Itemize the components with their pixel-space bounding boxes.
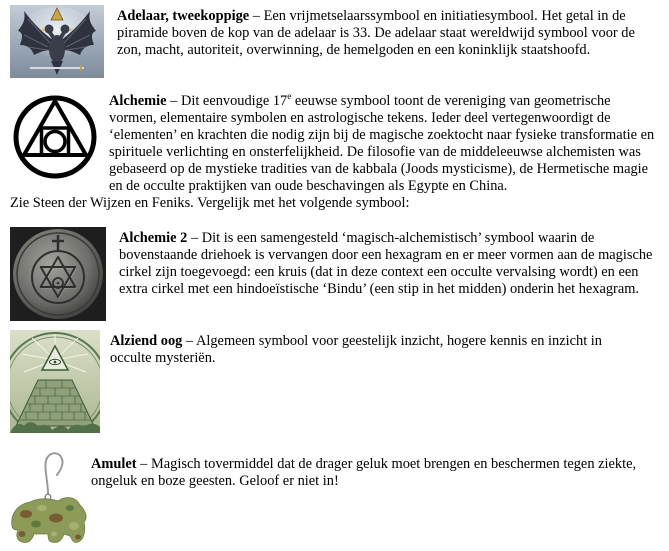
entry-adelaar-text [117, 8, 657, 59]
entry-alziend-oog-text [110, 333, 640, 367]
entry-term: Alziend oog [110, 333, 183, 349]
entry-description: – Magisch tovermiddel dat de drager geluk moet brengen en beschermen tegen ziekte, ongeluk en boze geesten. Geloof er niet in! [91, 456, 637, 489]
double-headed-eagle-image [10, 5, 104, 78]
entry-term: Adelaar, tweekoppige [117, 8, 250, 24]
eagle-left-head [45, 25, 54, 34]
bear-amulet-image [8, 448, 90, 547]
eagle-body [49, 35, 65, 63]
entry-amulet-text [91, 456, 661, 490]
entry-description: – Dit is een samengesteld ‘magisch-alchemistisch’ symbool waarin de bovenstaande driehoek is vervangen door een hexagram en er meer vormen aan de magische cirkel zijn toegevoegd: een kruis (dat in deze context een occulte vervalsing wordt) en een extra cirkel met een hindoeïstische ‘Bindu’ (een stip in het midden) onderin het hexagram. [119, 230, 653, 297]
entry-term: Alchemie 2 [119, 230, 188, 246]
entry-alchemie-text [109, 93, 657, 195]
entry-description-rest: eeuwse symbool toont de vereniging van geometrische vormen, elementaire symbolen en astrologische tekens. Ieder deel vertegenwoordigt de ‘elementen’ en krachten die nodig zijn bij de magische zoektocht naar fysieke transformatie en spirituele verlichting en onsterfelijkheid. De filosofie van de middeleeuwse alchemisten was gebaseerd op de mystieke tradities van de kabbala (Joods mysticisme), de Hermetische magie en de occulte praktijken van oude beschavingen als Egypte en China. [109, 93, 655, 194]
alchemy-hexagram-coin-image [10, 227, 106, 321]
entry-description: – Algemeen symbool voor geestelijk inzicht, hogere kennis en inzicht in occulte mysteriën. [110, 333, 602, 366]
entry-term: Amulet [91, 456, 137, 472]
entry-term: Alchemie [109, 93, 167, 109]
entry-description: – Een vrijmetselaarssymbool en initiatiesymbool. Het getal in de piramide boven de kop van de adelaar is 33. De adelaar staat wereldwijd symbool voor de zon, macht, autoriteit, overwinning, de hemelgoden en een koninklijk staatshoofd. [117, 8, 635, 58]
entry-alchemie-2-text [119, 230, 654, 298]
see-also-line: Zie Steen der Wijzen en Feniks. Vergelijk met het volgende symbool: [10, 195, 410, 211]
entry-description-start: – Dit eenvoudige 17 [170, 93, 288, 109]
eagle-right-head [61, 25, 70, 34]
ordinal-superscript: e [287, 91, 292, 101]
all-seeing-eye-image [10, 330, 100, 433]
entry-alchemie [10, 93, 660, 212]
